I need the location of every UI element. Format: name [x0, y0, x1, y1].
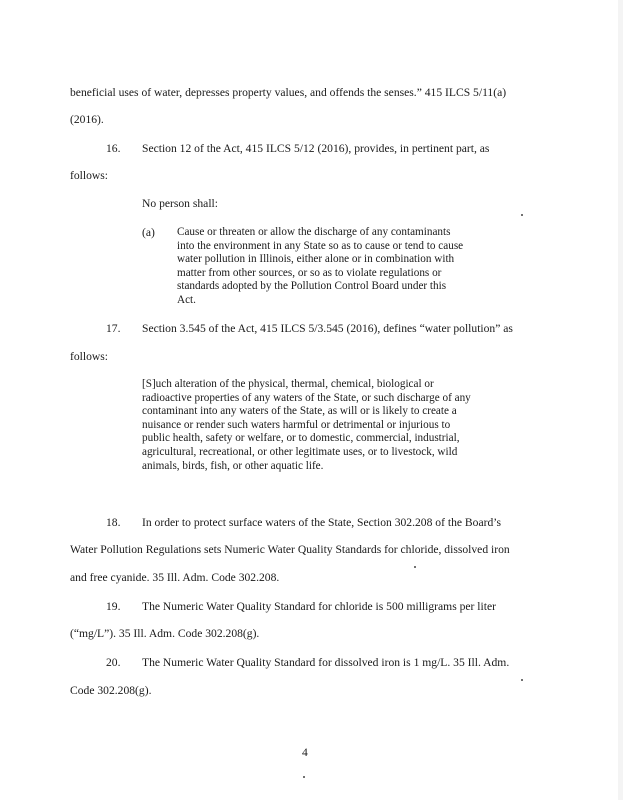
carryover-line-2: (2016). — [70, 113, 104, 126]
carryover-line-1: beneficial uses of water, depresses property values, and offends the senses.” 415 ILCS 5/11(a) — [70, 86, 507, 99]
scan-speck — [303, 776, 305, 778]
quote-intro: No person shall: — [142, 197, 218, 210]
paragraph-20-line-2: Code 302.208(g). — [70, 684, 152, 697]
quote-item-text: Cause or threaten or allow the discharge of any contaminants into the environment in any State so as to cause or tend to cause water pollution in Illinois, either alone or in combination with matter from other sources, or so as to violate regulations or standards adopted by the Pollution Control Board under this Act. — [177, 226, 464, 306]
paragraph-19-line-2: (“mg/L”). 35 Ill. Adm. Code 302.208(g). — [70, 627, 260, 640]
paragraph-18-line-2: Water Pollution Regulations sets Numeric Water Quality Standards for chloride, dissolved iron — [70, 543, 510, 556]
paragraph-16-continuation: follows: — [70, 169, 109, 182]
paragraph-18-line-1: In order to protect surface waters of the State, Section 302.208 of the Board’s — [142, 516, 501, 529]
scan-speck — [521, 679, 523, 681]
paragraph-16-text: Section 12 of the Act, 415 ILCS 5/12 (2016), provides, in pertinent part, as — [142, 142, 490, 155]
paragraph-20-line-1: The Numeric Water Quality Standard for dissolved iron is 1 mg/L. 35 Ill. Adm. — [142, 656, 510, 669]
paragraph-18-number: 18. — [106, 516, 121, 529]
paragraph-17-continuation: follows: — [70, 350, 109, 363]
quote-item-label: (a) — [142, 226, 155, 239]
page-number: 4 — [302, 746, 308, 759]
scan-edge — [618, 0, 623, 800]
paragraph-19-line-1: The Numeric Water Quality Standard for chloride is 500 milligrams per liter — [142, 600, 496, 613]
water-pollution-definition-quote: [S]uch alteration of the physical, thermal, chemical, biological or radioactive properties of any waters of the State, or such discharge of any contaminant into any waters of the State, as will or is likely to create a nuisance or render such waters harmful or detrimental or injurious to public health, safety or welfare, or to domestic, commercial, industrial, agricultural, recreational, or other legitimate uses, or to livestock, wild animals, birds, fish, or other aquatic life. — [142, 378, 471, 472]
paragraph-19-number: 19. — [106, 600, 121, 613]
scan-speck — [521, 214, 523, 216]
paragraph-20-number: 20. — [106, 656, 121, 669]
paragraph-16-number: 16. — [106, 142, 121, 155]
paragraph-17-number: 17. — [106, 322, 121, 335]
paragraph-18-line-3: and free cyanide. 35 Ill. Adm. Code 302.208. — [70, 571, 280, 584]
paragraph-17-text: Section 3.545 of the Act, 415 ILCS 5/3.545 (2016), defines “water pollution” as — [142, 322, 513, 335]
scan-speck — [414, 566, 416, 568]
